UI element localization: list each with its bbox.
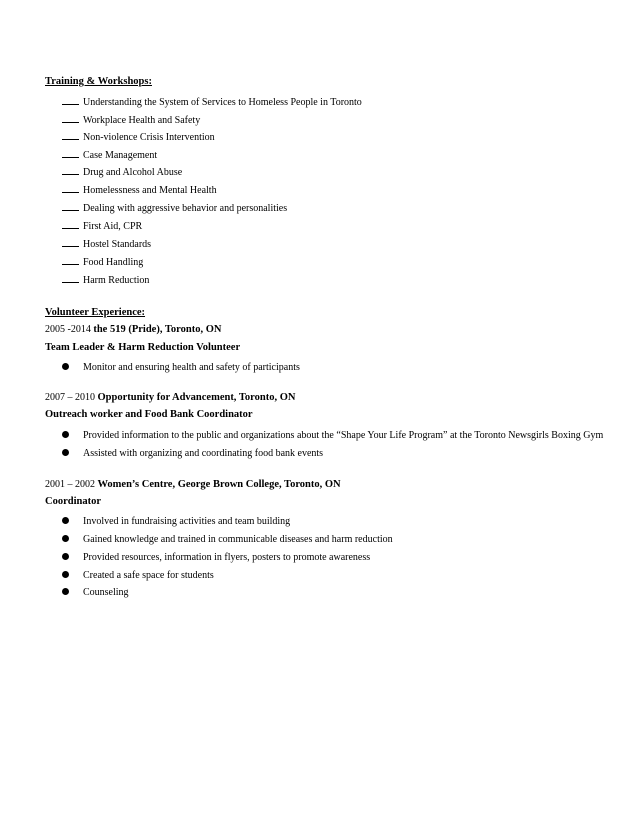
training-item-label: Drug and Alcohol Abuse	[83, 167, 183, 178]
bullet-text: Involved in fundraising activities and team building	[83, 516, 291, 527]
job-header	[45, 324, 221, 335]
checkbox-blank-line	[62, 238, 79, 247]
bullet-text: Provided resources, information in flyers, posters to promote awareness	[83, 552, 371, 563]
checkbox-blank-line	[62, 166, 79, 175]
training-item-label: Harm Reduction	[83, 275, 150, 286]
bullet-text: Created a safe space for students	[83, 570, 214, 581]
training-item	[62, 96, 362, 108]
training-item-label: Homelessness and Mental Health	[83, 185, 217, 196]
training-item	[62, 184, 217, 196]
training-item-label: Understanding the System of Services to Homeless People in Toronto	[83, 97, 362, 108]
job-bullet	[62, 534, 393, 545]
checkbox-blank-line	[62, 131, 79, 140]
job-organization: Women’s Centre, George Brown College, Toronto, ON	[97, 479, 341, 490]
training-item-label: Case Management	[83, 150, 158, 161]
job-bullet	[62, 587, 129, 598]
job-organization: Opportunity for Advancement, Toronto, ON	[97, 392, 296, 403]
training-item	[62, 149, 157, 161]
bullet-dot-icon	[62, 449, 69, 456]
bullet-text: Gained knowledge and trained in communicable diseases and harm reduction	[83, 534, 393, 545]
job-bullet	[62, 516, 290, 527]
job-header	[45, 479, 341, 490]
training-item-label: Food Handling	[83, 257, 144, 268]
bullet-dot-icon	[62, 571, 69, 578]
job-header	[45, 392, 295, 403]
job-organization: the 519 (Pride), Toronto, ON	[93, 324, 222, 335]
bullet-text: Assisted with organizing and coordinating food bank events	[83, 448, 324, 459]
job-bullet	[62, 430, 603, 441]
training-item	[62, 220, 142, 232]
training-item-label: Hostel Standards	[83, 239, 152, 250]
bullet-dot-icon	[62, 431, 69, 438]
checkbox-blank-line	[62, 114, 79, 123]
job-role: Coordinator	[45, 496, 101, 507]
job-bullet	[62, 448, 323, 459]
checkbox-blank-line	[62, 202, 79, 211]
job-dates: 2001 – 2002	[45, 479, 95, 490]
training-item-label: Workplace Health and Safety	[83, 115, 201, 126]
bullet-dot-icon	[62, 535, 69, 542]
job-dates: 2007 – 2010	[45, 392, 95, 403]
training-item	[62, 131, 215, 143]
bullet-dot-icon	[62, 517, 69, 524]
bullet-text: Provided information to the public and organizations about the “Shape Your Life Program” at the Toronto Newsgirls Boxing Gym	[83, 430, 604, 441]
checkbox-blank-line	[62, 149, 79, 158]
training-item-label: Dealing with aggressive behavior and personalities	[83, 203, 288, 214]
bullet-text: Monitor and ensuring health and safety of participants	[83, 362, 300, 373]
volunteer-section-title: Volunteer Experience:	[45, 307, 146, 318]
job-bullet	[62, 362, 300, 373]
checkbox-blank-line	[62, 184, 79, 193]
training-item	[62, 114, 200, 126]
checkbox-blank-line	[62, 256, 79, 265]
job-role: Outreach worker and Food Bank Coordinator	[45, 409, 253, 420]
training-item	[62, 202, 287, 214]
checkbox-blank-line	[62, 220, 79, 229]
checkbox-blank-line	[62, 274, 79, 283]
bullet-dot-icon	[62, 553, 69, 560]
checkbox-blank-line	[62, 96, 79, 105]
training-item-label: Non-violence Crisis Intervention	[83, 132, 215, 143]
training-section-title: Training & Workshops:	[45, 76, 152, 87]
job-role: Team Leader & Harm Reduction Volunteer	[45, 342, 241, 353]
job-bullet	[62, 552, 370, 563]
bullet-text: Counseling	[83, 587, 129, 598]
training-item	[62, 274, 149, 286]
training-item	[62, 166, 182, 178]
bullet-dot-icon	[62, 588, 69, 595]
job-bullet	[62, 570, 214, 581]
bullet-dot-icon	[62, 363, 69, 370]
training-item	[62, 256, 143, 268]
training-item-label: First Aid, CPR	[83, 221, 143, 232]
training-item	[62, 238, 151, 250]
job-dates: 2005 -2014	[45, 324, 91, 335]
